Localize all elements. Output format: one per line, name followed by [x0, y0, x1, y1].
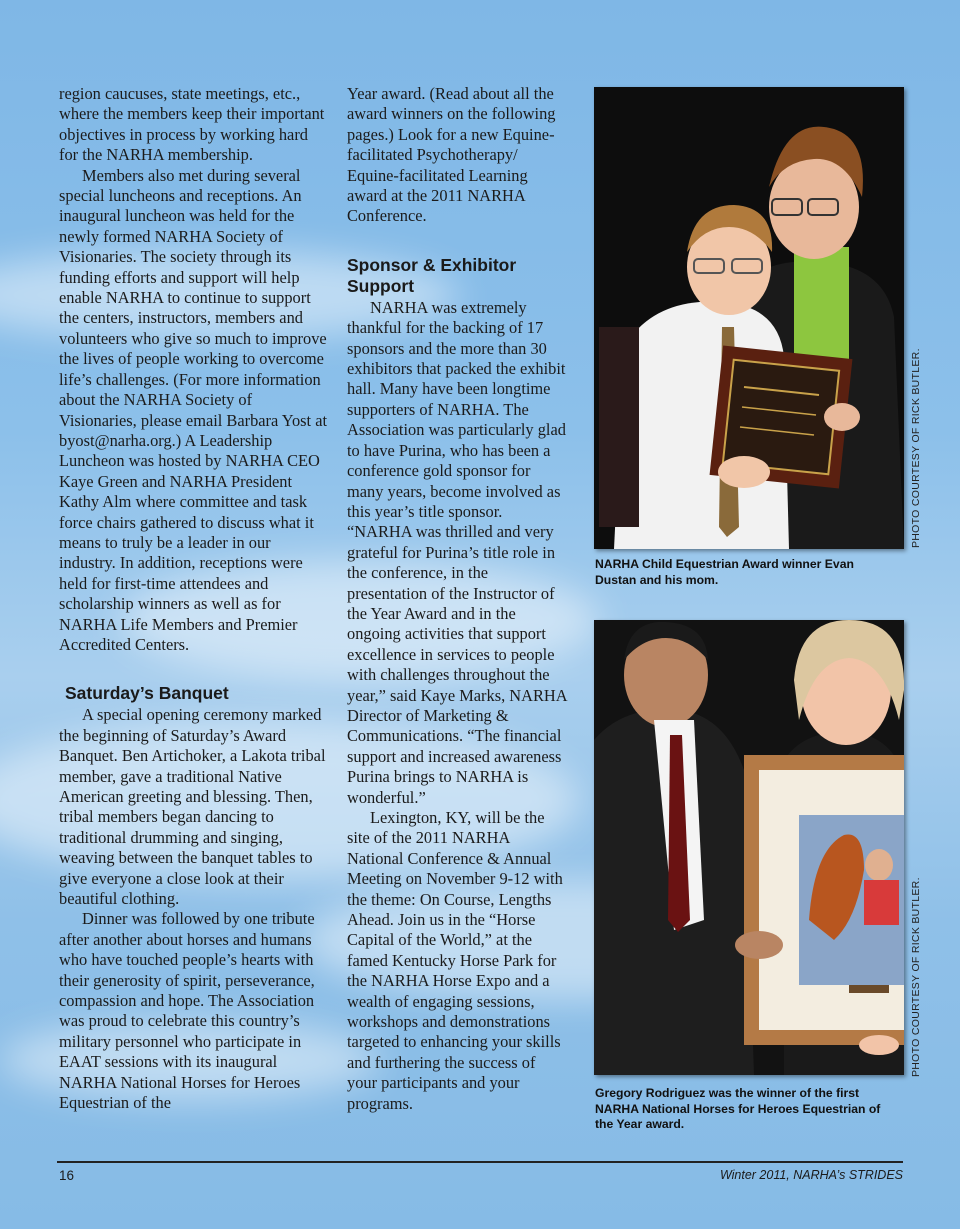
page-number: 16 — [59, 1168, 75, 1183]
paragraph: A special opening ceremony marked the beginning of Saturday’s Award Banquet. Ben Artichoker, a Lakota tribal member, gave a traditional Native American greeting and blessing. Then, tribal members began dancing to traditional drumming and singing, weaving between the banquet tables to give everyone a close look at their beautiful clothing. — [59, 705, 326, 909]
paragraph: Members also met during several special luncheons and receptions. An inaugural luncheon was held for the newly formed NARHA Society of Visionaries. The society through its funding efforts and support will help enable NARHA to continue to support the centers, instructors, members and volunteers who give so much to improve the lives of people working to overcome life’s challenges. (For more information about the NARHA Society of Visionaries, please email Barbara Yost at byost@narha.org.) A Leadership Luncheon was hosted by NARHA CEO Kaye Green and NARHA President Kathy Alm where committee and task force chairs gathered to discuss what it means to truly be a leader in our industry. In addition, receptions were held for first-time attendees and scholarship winners as well as for NARHA Life Members and Premier Accredited Centers. — [59, 165, 328, 654]
section-heading: Sponsor & Exhibitor Support — [347, 254, 517, 296]
photo-credit: PHOTO COURTESY OF RICK BUTLER. — [910, 877, 922, 1077]
photo-child-award-winner — [594, 87, 904, 549]
photo-horses-for-heroes-winner — [594, 620, 904, 1075]
photo-child-award-winner-image — [594, 87, 904, 549]
paragraph: Lexington, KY, will be the site of the 2011 NARHA National Conference & Annual Meeting on November 9-12 with the theme: On Course, Lengths Ahead. Join us in the “Horse Capital of the World,” at the famed Kentucky Horse Park for the NARHA Horse Expo and a wealth of engaging sessions, workshops and demonstrations targeted to enhancing your skills and furthering the success of your participants and your programs. — [347, 808, 563, 1113]
paragraph: region caucuses, state meetings, etc., where the members keep their important objectives in process by working hard for the NARHA membership. — [59, 84, 325, 165]
article-column-2 — [347, 84, 569, 1114]
photo-credit: PHOTO COURTESY OF RICK BUTLER. — [910, 348, 922, 548]
paragraph: Year award. (Read about all the award winners on the following pages.) Look for a new Equine-facilitated Psychotherapy/ Equine-facilitated Learning award at the 2011 NARHA Conference. — [347, 84, 556, 226]
footer-rule — [57, 1161, 903, 1163]
photo-horses-for-heroes-winner-image — [594, 620, 904, 1075]
paragraph: Dinner was followed by one tribute after another about horses and humans who have touched people’s hearts with their generosity of spirit, perseverance, compassion and hope. The Association was proud to celebrate this country’s military personnel who participate in EAAT sessions with its inaugural NARHA National Horses for Heroes Equestrian of the — [59, 909, 315, 1113]
photo-caption: NARHA Child Equestrian Award winner Evan Dustan and his mom. — [595, 557, 854, 587]
photo-caption: Gregory Rodriguez was the winner of the first NARHA National Horses for Heroes Equestrian of the Year award. — [595, 1086, 881, 1131]
article-column-1 — [59, 84, 329, 1114]
paragraph: NARHA was extremely thankful for the backing of 17 sponsors and the more than 30 exhibitors that packed the exhibit hall. Many have been longtime supporters of NARHA. The Association was particularly glad to have Purina, who has been a conference gold sponsor for many years, become involved as this year’s title sponsor. “NARHA was thrilled and very grateful for Purina’s title role in the conference, in the presentation of the Instructor of the Year Award and in the ongoing activities that support excellence in services to people with challenges throughout the year,” said Kaye Marks, NARHA Director of Marketing & Communications. “The financial support and increased awareness Purina brings to NARHA is wonderful.” — [347, 297, 567, 807]
issue-line: Winter 2011, NARHA’s STRIDES — [719, 1168, 903, 1182]
section-heading: Saturday’s Banquet — [65, 683, 229, 704]
